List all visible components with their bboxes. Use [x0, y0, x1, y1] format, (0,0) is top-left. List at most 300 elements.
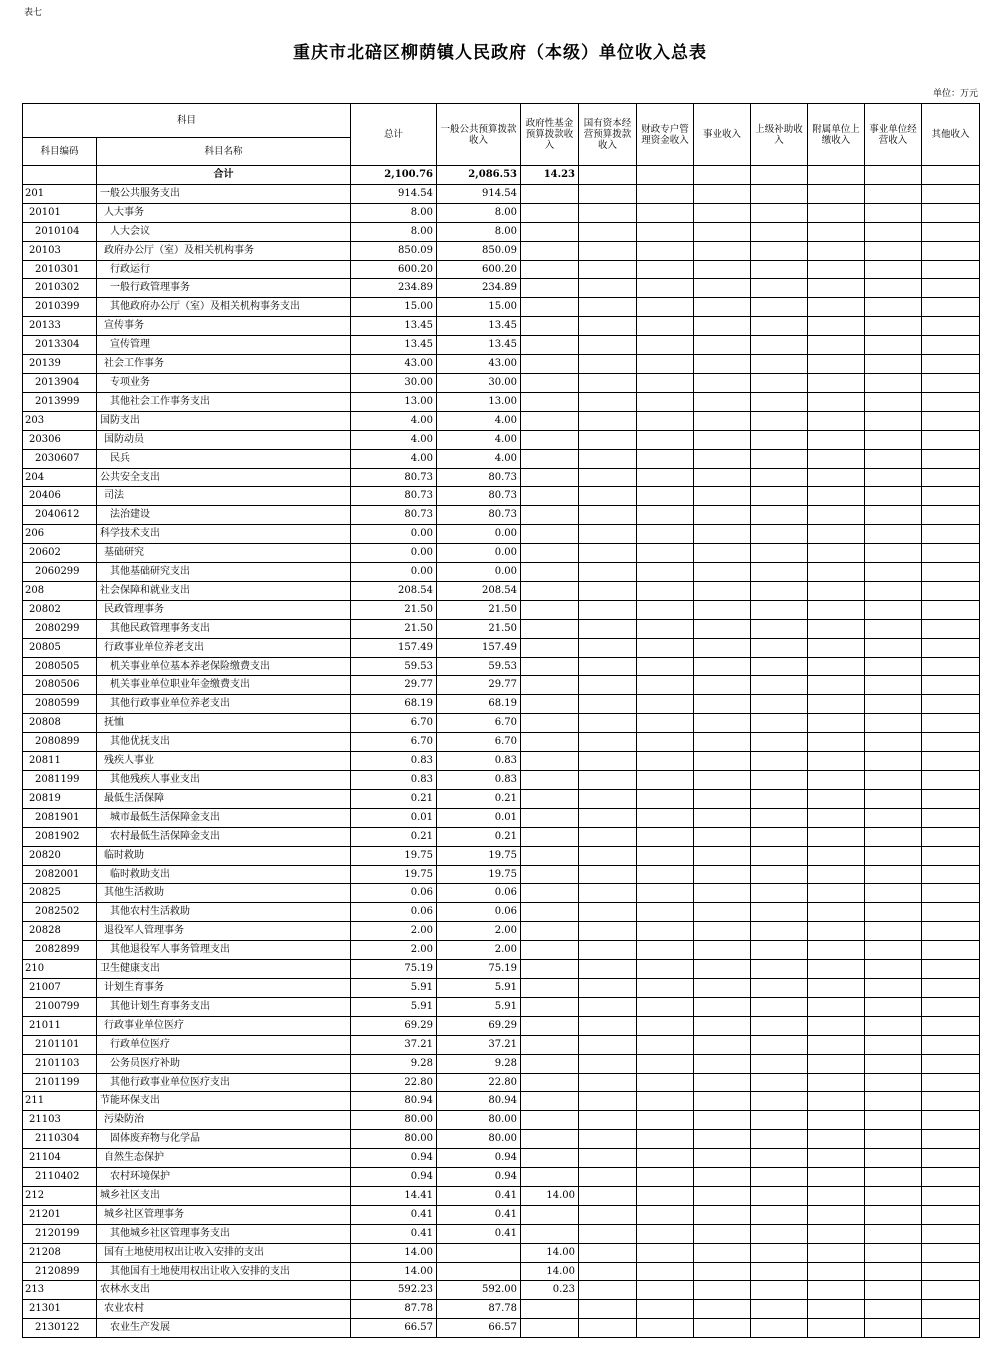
value-cell	[808, 978, 865, 997]
value-cell	[521, 203, 579, 222]
value-cell	[579, 1224, 637, 1243]
value-cell: 0.41	[351, 1224, 437, 1243]
table-row	[23, 657, 980, 676]
value-cell	[579, 903, 637, 922]
value-cell: 0.41	[351, 1205, 437, 1224]
table-row	[23, 638, 980, 657]
value-cell	[637, 430, 694, 449]
table-row	[23, 1205, 980, 1224]
value-cell	[865, 1054, 922, 1073]
value-cell	[808, 203, 865, 222]
value-cell: 2.00	[437, 922, 521, 941]
value-cell: 6.70	[351, 733, 437, 752]
value-cell	[579, 884, 637, 903]
value-cell: 14.00	[521, 1243, 579, 1262]
table-row	[23, 184, 980, 203]
subject-name: 行政事业单位养老支出	[97, 638, 351, 657]
value-cell	[521, 733, 579, 752]
value-cell	[865, 1319, 922, 1338]
value-cell	[694, 808, 751, 827]
subject-code: 2081902	[23, 827, 97, 846]
value-cell: 21.50	[351, 619, 437, 638]
value-cell: 80.73	[437, 468, 521, 487]
header-col-0: 总计	[351, 104, 437, 166]
subject-code: 2010399	[23, 298, 97, 317]
value-cell: 0.94	[437, 1149, 521, 1168]
table-row	[23, 903, 980, 922]
value-cell	[579, 865, 637, 884]
value-cell	[865, 695, 922, 714]
value-cell	[637, 1073, 694, 1092]
value-cell: 19.75	[351, 846, 437, 865]
subject-name: 其他民政管理事务支出	[97, 619, 351, 638]
value-cell	[637, 184, 694, 203]
subject-name: 城乡社区支出	[97, 1186, 351, 1205]
value-cell	[694, 752, 751, 771]
value-cell	[865, 638, 922, 657]
value-cell	[694, 1149, 751, 1168]
value-cell	[521, 676, 579, 695]
value-cell	[808, 260, 865, 279]
value-cell	[808, 317, 865, 336]
value-cell	[521, 298, 579, 317]
table-row	[23, 298, 980, 317]
value-cell	[694, 1073, 751, 1092]
value-cell: 0.41	[437, 1205, 521, 1224]
value-cell	[922, 1149, 980, 1168]
value-cell	[922, 1281, 980, 1300]
table-row	[23, 355, 980, 374]
value-cell	[808, 1168, 865, 1187]
table-row	[23, 714, 980, 733]
subject-code: 2110304	[23, 1130, 97, 1149]
value-cell	[922, 638, 980, 657]
subject-code: 20602	[23, 544, 97, 563]
value-cell	[579, 752, 637, 771]
header-col-2: 政府性基金预算拨款收入	[521, 104, 579, 166]
value-cell: 80.73	[437, 506, 521, 525]
value-cell	[865, 506, 922, 525]
value-cell	[865, 563, 922, 582]
value-cell	[808, 638, 865, 657]
subject-name: 国有土地使用权出让收入安排的支出	[97, 1243, 351, 1262]
value-cell	[808, 1319, 865, 1338]
value-cell	[751, 1224, 808, 1243]
value-cell	[521, 1035, 579, 1054]
value-cell	[694, 525, 751, 544]
value-cell	[579, 336, 637, 355]
value-cell: 59.53	[351, 657, 437, 676]
value-cell	[751, 846, 808, 865]
value-cell	[751, 355, 808, 374]
value-cell	[808, 657, 865, 676]
value-cell	[521, 922, 579, 941]
value-cell	[751, 298, 808, 317]
subject-name: 其他基础研究支出	[97, 563, 351, 582]
value-cell	[579, 1149, 637, 1168]
value-cell	[637, 506, 694, 525]
value-cell	[694, 676, 751, 695]
subject-name: 国防动员	[97, 430, 351, 449]
value-cell	[922, 525, 980, 544]
value-cell: 80.73	[351, 506, 437, 525]
value-cell: 43.00	[437, 355, 521, 374]
value-cell	[694, 355, 751, 374]
value-cell	[637, 1149, 694, 1168]
value-cell	[579, 922, 637, 941]
subject-code: 2120199	[23, 1224, 97, 1243]
value-cell	[751, 1149, 808, 1168]
value-cell	[865, 411, 922, 430]
value-cell	[579, 411, 637, 430]
table-row	[23, 1262, 980, 1281]
value-cell	[579, 430, 637, 449]
header-name: 科目名称	[97, 138, 351, 166]
value-cell	[521, 184, 579, 203]
subject-name: 其他行政事业单位医疗支出	[97, 1073, 351, 1092]
value-cell: 80.94	[437, 1092, 521, 1111]
table-row	[23, 544, 980, 563]
value-cell	[579, 789, 637, 808]
value-cell	[637, 808, 694, 827]
table-row	[23, 1016, 980, 1035]
value-cell	[637, 241, 694, 260]
value-cell	[579, 506, 637, 525]
value-cell	[579, 1092, 637, 1111]
value-cell	[579, 733, 637, 752]
value-cell	[922, 1186, 980, 1205]
value-cell	[694, 411, 751, 430]
value-cell	[579, 373, 637, 392]
value-cell	[751, 600, 808, 619]
value-cell: 80.73	[437, 487, 521, 506]
value-cell	[579, 1319, 637, 1338]
value-cell	[521, 808, 579, 827]
value-cell	[922, 222, 980, 241]
value-cell	[694, 1111, 751, 1130]
value-cell	[808, 336, 865, 355]
subject-name: 人大事务	[97, 203, 351, 222]
value-cell	[922, 695, 980, 714]
value-cell	[751, 1300, 808, 1319]
value-cell	[579, 1168, 637, 1187]
value-cell	[751, 468, 808, 487]
table-row	[23, 563, 980, 582]
subject-name: 政府办公厅（室）及相关机构事务	[97, 241, 351, 260]
value-cell	[865, 317, 922, 336]
value-cell: 0.00	[351, 544, 437, 563]
table-row	[23, 1054, 980, 1073]
value-cell	[694, 430, 751, 449]
value-cell	[521, 279, 579, 298]
value-cell	[637, 733, 694, 752]
value-cell	[808, 355, 865, 374]
subject-code: 208	[23, 581, 97, 600]
value-cell: 8.00	[351, 222, 437, 241]
value-cell	[694, 241, 751, 260]
value-cell	[579, 1016, 637, 1035]
subject-name: 其他社会工作事务支出	[97, 392, 351, 411]
value-cell	[579, 1035, 637, 1054]
value-cell	[694, 941, 751, 960]
table-row	[23, 411, 980, 430]
value-cell	[637, 752, 694, 771]
subject-name: 其他生活救助	[97, 884, 351, 903]
subject-name: 计划生育事务	[97, 978, 351, 997]
value-cell	[922, 1300, 980, 1319]
value-cell	[751, 544, 808, 563]
value-cell	[521, 392, 579, 411]
value-cell	[579, 638, 637, 657]
value-cell	[922, 203, 980, 222]
value-cell	[579, 808, 637, 827]
total-value: 14.23	[521, 166, 579, 185]
value-cell: 75.19	[351, 960, 437, 979]
value-cell	[751, 373, 808, 392]
value-cell	[865, 279, 922, 298]
value-cell: 14.00	[351, 1243, 437, 1262]
value-cell	[751, 1168, 808, 1187]
value-cell	[579, 1054, 637, 1073]
subject-name: 其他行政事业单位养老支出	[97, 695, 351, 714]
value-cell	[751, 203, 808, 222]
value-cell	[694, 1130, 751, 1149]
table-row	[23, 487, 980, 506]
value-cell: 0.06	[437, 903, 521, 922]
subject-code: 2060299	[23, 563, 97, 582]
value-cell	[922, 411, 980, 430]
value-cell: 234.89	[351, 279, 437, 298]
value-cell	[579, 563, 637, 582]
subject-name: 抚恤	[97, 714, 351, 733]
table-row	[23, 752, 980, 771]
value-cell	[922, 771, 980, 790]
value-cell	[579, 1111, 637, 1130]
value-cell	[808, 222, 865, 241]
value-cell: 22.80	[437, 1073, 521, 1092]
value-cell	[808, 808, 865, 827]
value-cell	[521, 960, 579, 979]
value-cell	[521, 827, 579, 846]
value-cell	[808, 373, 865, 392]
value-cell	[579, 657, 637, 676]
value-cell	[694, 903, 751, 922]
value-cell	[751, 241, 808, 260]
value-cell: 0.94	[437, 1168, 521, 1187]
value-cell: 6.70	[351, 714, 437, 733]
value-cell	[579, 355, 637, 374]
value-cell	[579, 241, 637, 260]
value-cell	[865, 846, 922, 865]
value-cell	[694, 1262, 751, 1281]
value-cell	[751, 657, 808, 676]
value-cell	[865, 581, 922, 600]
value-cell	[865, 789, 922, 808]
value-cell: 0.06	[351, 884, 437, 903]
value-cell	[865, 1300, 922, 1319]
value-cell	[808, 563, 865, 582]
value-cell	[808, 1243, 865, 1262]
table-row	[23, 1035, 980, 1054]
value-cell	[751, 978, 808, 997]
value-cell	[865, 487, 922, 506]
subject-name: 农村最低生活保障金支出	[97, 827, 351, 846]
value-cell	[808, 1130, 865, 1149]
value-cell	[922, 260, 980, 279]
value-cell	[865, 468, 922, 487]
subject-code: 2100799	[23, 997, 97, 1016]
subject-code: 21301	[23, 1300, 97, 1319]
subject-name: 其他残疾人事业支出	[97, 771, 351, 790]
value-cell	[521, 411, 579, 430]
value-cell	[865, 184, 922, 203]
value-cell	[521, 752, 579, 771]
value-cell	[922, 1243, 980, 1262]
value-cell: 0.01	[437, 808, 521, 827]
subject-name: 固体废弃物与化学品	[97, 1130, 351, 1149]
value-cell	[637, 373, 694, 392]
value-cell	[694, 978, 751, 997]
value-cell	[865, 1016, 922, 1035]
table-row	[23, 581, 980, 600]
value-cell	[922, 941, 980, 960]
value-cell: 0.41	[437, 1224, 521, 1243]
value-cell	[751, 752, 808, 771]
value-cell	[751, 222, 808, 241]
subject-code: 2101103	[23, 1054, 97, 1073]
subject-code: 2010302	[23, 279, 97, 298]
value-cell: 157.49	[351, 638, 437, 657]
value-cell	[694, 203, 751, 222]
subject-code: 2082001	[23, 865, 97, 884]
table-row	[23, 733, 980, 752]
value-cell	[922, 960, 980, 979]
subject-name: 其他政府办公厅（室）及相关机构事务支出	[97, 298, 351, 317]
value-cell	[637, 392, 694, 411]
value-cell	[808, 960, 865, 979]
value-cell	[637, 638, 694, 657]
value-cell	[637, 619, 694, 638]
header-subject: 科目	[23, 104, 351, 138]
value-cell	[521, 1016, 579, 1035]
value-cell	[637, 1130, 694, 1149]
value-cell	[637, 487, 694, 506]
value-cell	[808, 1205, 865, 1224]
value-cell	[694, 1016, 751, 1035]
value-cell	[521, 525, 579, 544]
value-cell	[922, 657, 980, 676]
value-cell	[751, 997, 808, 1016]
value-cell: 592.00	[437, 1281, 521, 1300]
subject-name: 城市最低生活保障金支出	[97, 808, 351, 827]
value-cell: 29.77	[351, 676, 437, 695]
value-cell	[808, 449, 865, 468]
value-cell	[808, 1054, 865, 1073]
value-cell	[751, 506, 808, 525]
value-cell	[922, 506, 980, 525]
value-cell	[694, 373, 751, 392]
value-cell	[751, 581, 808, 600]
value-cell: 0.23	[521, 1281, 579, 1300]
value-cell	[579, 317, 637, 336]
value-cell	[579, 978, 637, 997]
value-cell	[865, 1262, 922, 1281]
value-cell	[922, 1262, 980, 1281]
value-cell: 14.00	[351, 1262, 437, 1281]
value-cell	[808, 279, 865, 298]
total-value: 2,086.53	[437, 166, 521, 185]
value-cell	[751, 771, 808, 790]
value-cell	[751, 430, 808, 449]
value-cell	[751, 695, 808, 714]
total-value	[694, 166, 751, 185]
subject-name: 公务员医疗补助	[97, 1054, 351, 1073]
value-cell	[808, 771, 865, 790]
value-cell	[808, 676, 865, 695]
value-cell	[865, 771, 922, 790]
value-cell	[808, 506, 865, 525]
value-cell: 0.00	[351, 563, 437, 582]
value-cell	[922, 1016, 980, 1035]
subject-name: 社会保障和就业支出	[97, 581, 351, 600]
value-cell	[922, 1054, 980, 1073]
value-cell	[865, 1168, 922, 1187]
subject-code: 2040612	[23, 506, 97, 525]
subject-code: 2080299	[23, 619, 97, 638]
value-cell: 21.50	[437, 619, 521, 638]
subject-code: 2081199	[23, 771, 97, 790]
value-cell: 2.00	[351, 941, 437, 960]
value-cell	[751, 1073, 808, 1092]
subject-name: 其他退役军人事务管理支出	[97, 941, 351, 960]
value-cell: 0.21	[437, 827, 521, 846]
value-cell	[922, 563, 980, 582]
value-cell	[922, 865, 980, 884]
table-row	[23, 1224, 980, 1243]
value-cell	[637, 581, 694, 600]
value-cell: 850.09	[351, 241, 437, 260]
value-cell	[694, 884, 751, 903]
value-cell	[694, 222, 751, 241]
value-cell: 8.00	[351, 203, 437, 222]
subject-code: 211	[23, 1092, 97, 1111]
value-cell: 0.00	[437, 525, 521, 544]
value-cell	[637, 317, 694, 336]
value-cell	[521, 771, 579, 790]
value-cell: 68.19	[351, 695, 437, 714]
value-cell	[637, 1243, 694, 1262]
value-cell	[694, 1319, 751, 1338]
value-cell	[922, 581, 980, 600]
value-cell: 600.20	[437, 260, 521, 279]
value-cell	[922, 884, 980, 903]
value-cell	[694, 619, 751, 638]
table-row	[23, 676, 980, 695]
total-value: 2,100.76	[351, 166, 437, 185]
value-cell	[751, 1186, 808, 1205]
value-cell: 208.54	[437, 581, 521, 600]
value-cell	[521, 657, 579, 676]
value-cell	[694, 184, 751, 203]
value-cell	[922, 336, 980, 355]
value-cell	[694, 1092, 751, 1111]
value-cell	[922, 279, 980, 298]
value-cell	[808, 1035, 865, 1054]
value-cell	[865, 922, 922, 941]
value-cell	[922, 1319, 980, 1338]
value-cell	[865, 1111, 922, 1130]
value-cell	[808, 922, 865, 941]
